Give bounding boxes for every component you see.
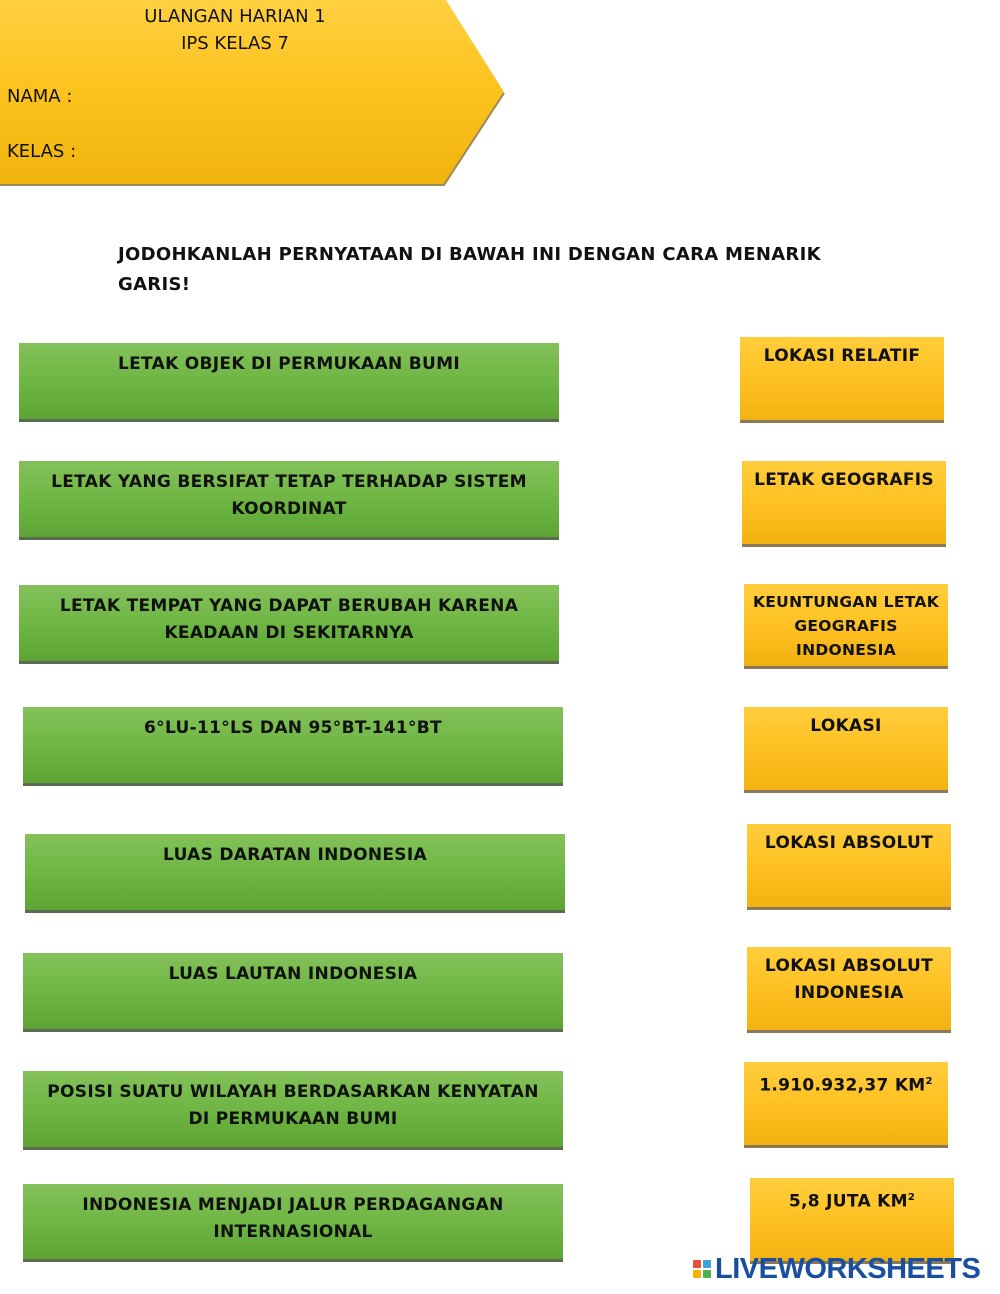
answer-text: 5,8 JUTA KM xyxy=(788,1191,908,1212)
statement-box[interactable] xyxy=(25,834,565,913)
statement-box[interactable] xyxy=(23,1071,563,1150)
logo-squares-icon xyxy=(693,1260,711,1278)
answer-text: LOKASI ABSOLUT INDONESIA xyxy=(764,956,934,1003)
statement-box[interactable] xyxy=(19,585,559,664)
statement-text: 6°LU-11°LS DAN 95°BT-141°BT xyxy=(144,718,442,738)
instruction-text: JODOHKANLAH PERNYATAAN DI BAWAH INI DENGAN CARA MENARIK GARIS! xyxy=(118,244,821,295)
answer-box[interactable] xyxy=(747,947,951,1033)
statement-box[interactable] xyxy=(19,461,559,540)
statement-box[interactable] xyxy=(19,343,559,422)
superscript-2: 2 xyxy=(925,1076,933,1087)
answer-box[interactable] xyxy=(747,824,951,910)
answer-text: KEUNTUNGAN LETAK GEOGRAFIS INDONESIA xyxy=(752,593,940,659)
answer-box[interactable] xyxy=(744,1062,948,1148)
answer-text: LETAK GEOGRAFIS xyxy=(754,470,934,490)
statement-box[interactable] xyxy=(23,953,563,1032)
liveworksheets-logo xyxy=(693,1252,980,1286)
logo-text: LIVEWORKSHEETS xyxy=(715,1252,981,1285)
statement-text: INDONESIA MENJADI JALUR PERDAGANGAN INTERNASIONAL xyxy=(82,1195,504,1242)
statement-text: LETAK YANG BERSIFAT TETAP TERHADAP SISTEM KOORDINAT xyxy=(51,472,527,519)
class-label: KELAS : xyxy=(7,141,77,162)
name-label: NAMA : xyxy=(7,86,73,107)
answer-text: 1.910.932,37 KM xyxy=(759,1075,926,1096)
statement-box[interactable] xyxy=(23,707,563,786)
answer-text: LOKASI xyxy=(810,716,882,736)
answer-box[interactable] xyxy=(742,461,946,547)
answer-text: LOKASI RELATIF xyxy=(763,346,921,366)
answer-text: LOKASI ABSOLUT xyxy=(764,833,934,853)
header-subtitle: IPS KELAS 7 xyxy=(181,33,289,54)
statement-text: LUAS DARATAN INDONESIA xyxy=(163,845,427,865)
statement-box[interactable] xyxy=(23,1184,563,1262)
statement-text: LUAS LAUTAN INDONESIA xyxy=(168,964,418,984)
answer-box[interactable] xyxy=(740,337,944,423)
answer-box[interactable] xyxy=(744,584,948,669)
header-banner xyxy=(0,0,506,187)
header-title: ULANGAN HARIAN 1 xyxy=(144,6,326,27)
statement-text: LETAK OBJEK DI PERMUKAAN BUMI xyxy=(118,354,460,374)
superscript-2: 2 xyxy=(907,1192,916,1203)
statement-text: LETAK TEMPAT YANG DAPAT BERUBAH KARENA KEADAAN DI SEKITARNYA xyxy=(59,596,519,643)
statement-text: POSISI SUATU WILAYAH BERDASARKAN KENYATAN DI PERMUKAAN BUMI xyxy=(47,1082,539,1129)
answer-box[interactable] xyxy=(744,707,948,793)
